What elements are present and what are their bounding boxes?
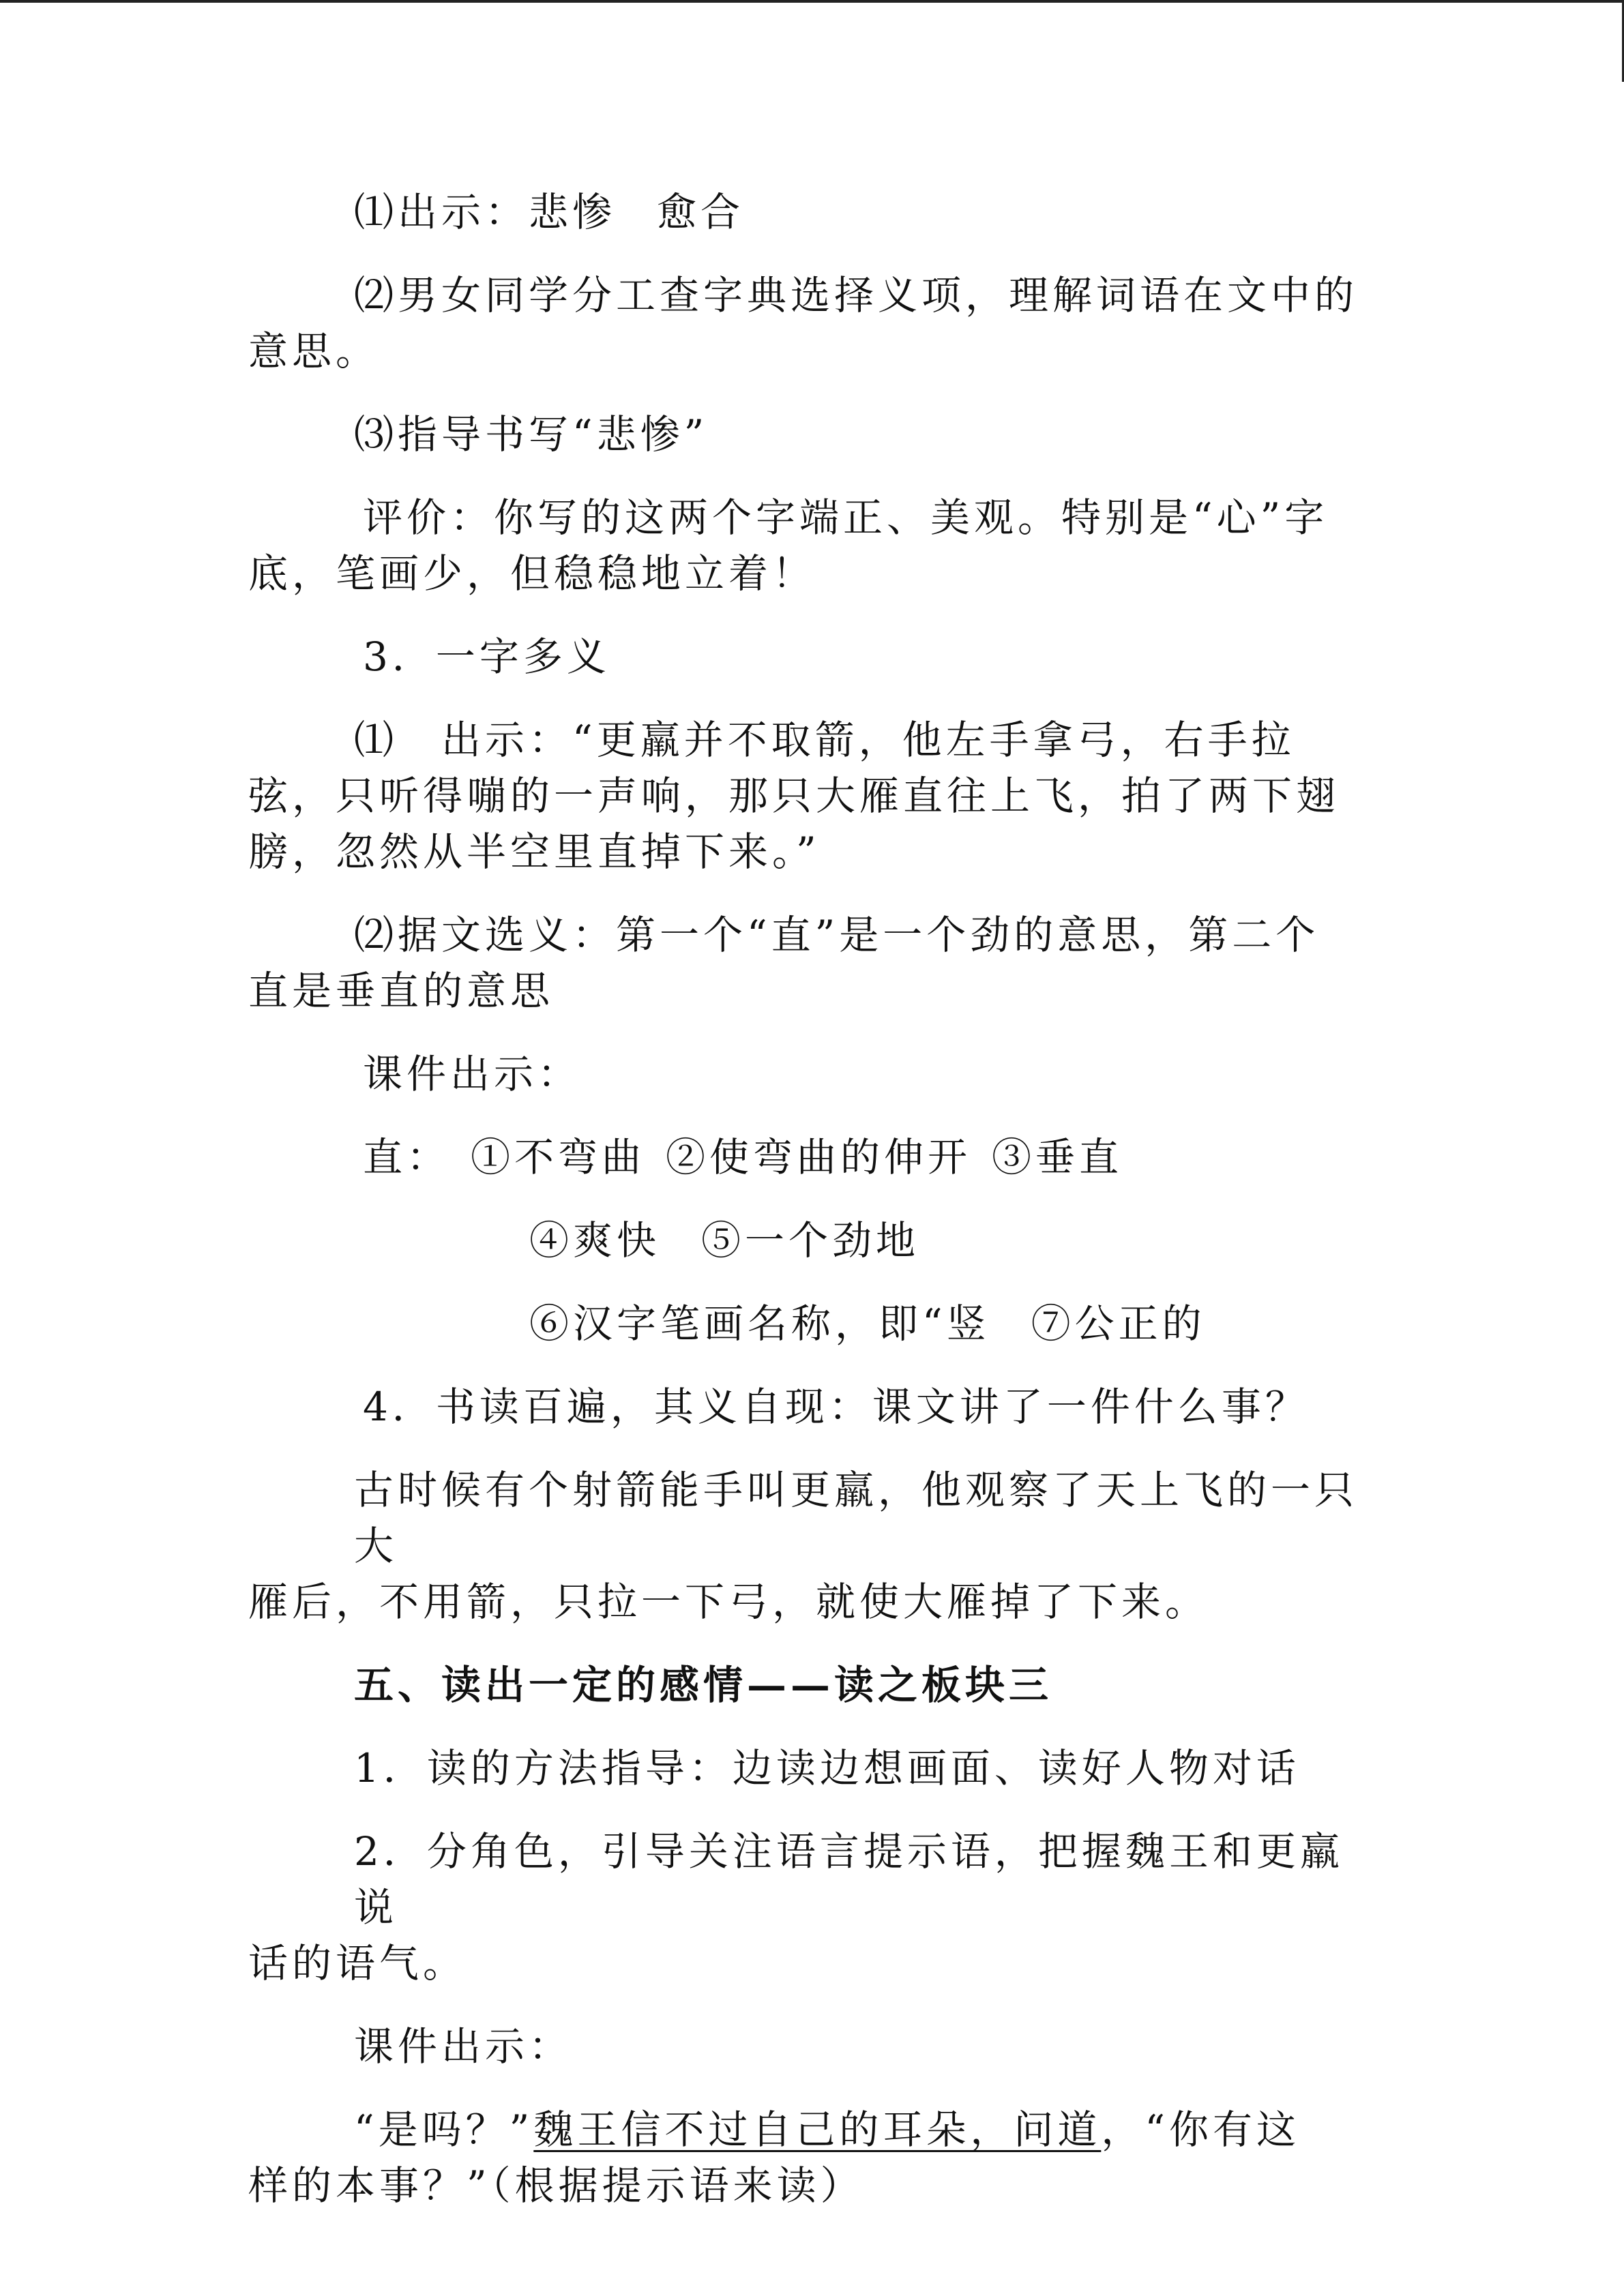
text-line: 古时候有个射箭能手叫更羸，他观察了天上飞的一只大: [354, 1467, 1359, 1569]
paragraph-summary: [248, 1462, 1367, 1574]
definition-item: ②使弯曲的伸开: [666, 1134, 972, 1180]
paragraph-dictionary-cont: [248, 323, 1367, 379]
paragraph-quote-cont1: [248, 768, 1367, 824]
text-line: 1．读的方法指导：边读边想画面、读好人物对话: [354, 1745, 1300, 1791]
underlined-cue: 魏王信不过自己的耳朵，问道: [533, 2106, 1102, 2153]
document-body: [248, 184, 1367, 2213]
text-line: “是吗？”: [354, 2106, 534, 2153]
paragraph-meaning-cont: [248, 963, 1367, 1019]
text-line: 话的语气。: [248, 1940, 467, 1986]
text-line: 弦，只听得嘣的一声响，那只大雁直往上飞，拍了两下翅: [248, 773, 1340, 819]
definition-list-row3: [248, 1296, 1367, 1352]
text-line: ⑵据文选义：第一个“直”是一个劲的意思，第二个: [354, 912, 1320, 958]
definition-item: ⑦公正的: [1031, 1300, 1206, 1347]
text-line: 4．书读百遍，其义自现：课文讲了一件什么事？: [363, 1384, 1309, 1430]
definition-head: 直：: [363, 1134, 451, 1180]
paragraph-roles-cont: [248, 1935, 1367, 1991]
page-top-border: [0, 0, 1624, 3]
paragraph-dictionary: [248, 267, 1367, 323]
text-line: ⑴出示：悲惨: [354, 189, 617, 235]
text-line: ⑴ 出示：“更羸并不取箭，他左手拿弓，右手拉: [354, 717, 1295, 763]
paragraph-meaning: [248, 907, 1367, 963]
text-line: 3．一字多义: [363, 633, 610, 680]
text-line: ，“你有这: [1101, 2106, 1300, 2153]
text-line: 意思。: [248, 328, 380, 374]
definition-list-row1: [248, 1129, 1367, 1185]
paragraph-roles: [248, 1823, 1367, 1935]
paragraph-evaluation: [248, 490, 1367, 546]
text-line: 课件出示：: [363, 1051, 582, 1097]
paragraph-writing-guide: [248, 406, 1367, 462]
definition-list-row2: [248, 1212, 1367, 1268]
paragraph-method: [248, 1740, 1367, 1796]
text-line: 底，笔画少，但稳稳地立着！: [248, 550, 816, 597]
definition-item: ⑤一个劲地: [701, 1217, 920, 1264]
paragraph-quote: [248, 712, 1367, 768]
text-line: ⑵男女同学分工查字典选择义项，理解词语在文中的: [354, 272, 1359, 318]
paragraph-evaluation-cont: [248, 546, 1367, 601]
text-line: 评价：你写的这两个字端正、美观。特别是“心”字: [363, 494, 1329, 541]
definition-item: ④爽快: [529, 1217, 661, 1264]
definition-item: ⑥汉字笔画名称，即“竖: [529, 1300, 990, 1347]
paragraph-courseware-2: [248, 2018, 1367, 2074]
paragraph-courseware-1: [248, 1046, 1367, 1102]
text-line: 雁后，不用箭，只拉一下弓，就使大雁掉了下来。: [248, 1579, 1209, 1625]
paragraph-dialogue: [248, 2102, 1367, 2158]
text-line: 愈合: [657, 189, 745, 235]
paragraph-summary-cont: [248, 1574, 1367, 1630]
section-heading-five: [248, 1657, 1367, 1713]
text-line: 2．分角色，引导关注语言提示语，把握魏王和更羸说: [354, 1828, 1344, 1930]
text-line: 五、读出一定的感情——读之板块三: [354, 1662, 1053, 1708]
text-line: 样的本事？”（根据提示语来读）: [248, 2162, 864, 2209]
text-line: 课件出示：: [354, 2023, 573, 2070]
paragraph-dialogue-cont: [248, 2158, 1367, 2213]
paragraph-show-words: [248, 184, 1367, 240]
text-line: ⑶指导书写“悲惨”: [354, 411, 709, 458]
section-heading-polysemy: [248, 629, 1367, 685]
section-heading-reading: [248, 1379, 1367, 1435]
definition-item: ①不弯曲: [471, 1134, 646, 1180]
paragraph-quote-cont2: [248, 824, 1367, 880]
definition-item: ③垂直: [992, 1134, 1123, 1180]
text-line: 直是垂直的意思: [248, 968, 555, 1014]
text-line: 膀，忽然从半空里直掉下来。”: [248, 829, 821, 875]
